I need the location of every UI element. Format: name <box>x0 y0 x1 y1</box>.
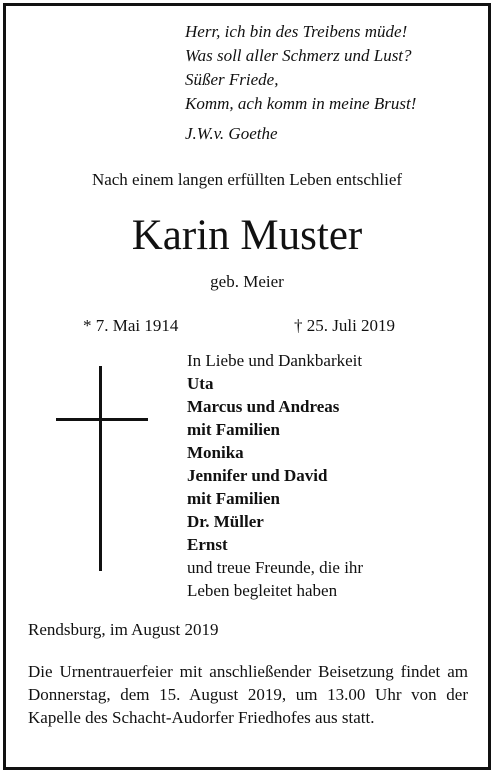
death-date: † 25. Juli 2019 <box>294 316 396 335</box>
mourner-name: mit Familien <box>187 420 281 439</box>
poem-line: Süßer Friede, <box>185 70 279 89</box>
cross-icon <box>56 366 148 577</box>
intro-text: Nach einem langen erfüllten Leben entschlief <box>91 170 403 189</box>
mourner-name: Monika <box>187 443 244 462</box>
deceased-name: Karin Muster <box>131 212 363 259</box>
poem <box>185 20 416 116</box>
birth-date: * 7. Mai 1914 <box>83 316 179 335</box>
mourners-closing: und treue Freunde, die ihr <box>187 558 364 577</box>
poem-line: Komm, ach komm in meine Brust! <box>185 94 417 113</box>
mourner-name: mit Familien <box>187 489 281 508</box>
mourners-closing: Leben begleitet haben <box>187 581 338 600</box>
poem-line: Herr, ich bin des Treibens müde! <box>185 22 408 41</box>
place-date: Rendsburg, im August 2019 <box>28 620 219 639</box>
ceremony-details: Die Urnentrauerfeier mit anschließender Beisetzung findet am Donnerstag, dem 15. August 2019, um 13.00 Uhr von der Kapelle des Schacht-Audorfer Friedhofes aus statt. <box>28 662 468 727</box>
mourners-block <box>187 349 363 602</box>
mourner-name: Ernst <box>187 535 228 554</box>
mourner-name: Dr. Müller <box>187 512 264 531</box>
poem-author: J.W.v. Goethe <box>185 124 278 143</box>
mourner-name: Uta <box>187 374 214 393</box>
poem-line: Was soll aller Schmerz und Lust? <box>185 46 412 65</box>
mourner-name: Marcus und Andreas <box>187 397 340 416</box>
maiden-name: geb. Meier <box>210 272 284 291</box>
mourners-intro: In Liebe und Dankbarkeit <box>187 351 363 370</box>
mourner-name: Jennifer und David <box>187 466 328 485</box>
